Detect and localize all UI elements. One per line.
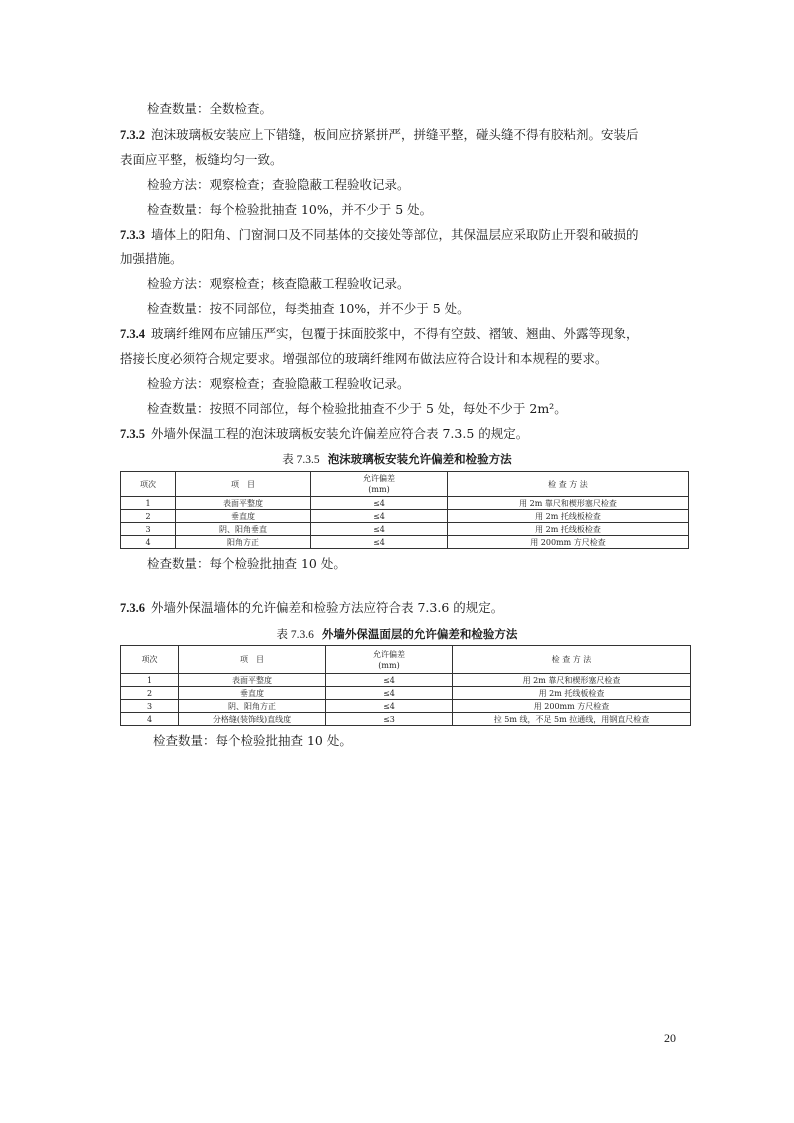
cell-method: 用 2m 靠尺和楔形塞尺检查 [453,674,691,687]
inspection-qty-text: 检查数量：按不同部位，每类抽查 10%，并不少于 5 处。 [147,301,470,316]
cell-tolerance: ≤4 [311,523,448,536]
table-caption [0,627,794,642]
cell-method: 用 200mm 方尺检查 [453,700,691,713]
clause-text: 玻璃纤维网布应铺压严实，包覆于抹面胶浆中，不得有空鼓、褶皱、翘曲、外露等现象， [151,326,639,341]
cell-tolerance: ≤4 [326,700,453,713]
page-number: 20 [664,1031,676,1045]
clause-text-continued: 加强措施。 [120,251,183,266]
header-item: 项 目 [176,472,311,497]
cell-item-no: 4 [121,536,176,549]
table-caption-number: 表 7.3.6 [276,629,314,641]
table-header-row [121,472,689,497]
cell-tolerance: ≤4 [326,687,453,700]
cell-item: 表面平整度 [179,674,326,687]
header-method: 检 查 方 法 [448,472,689,497]
cell-item: 垂直度 [179,687,326,700]
inspection-qty-text: 检查数量：按照不同部位，每个检验批抽查不少于 5 处，每处不少于 2m²。 [147,401,567,416]
table-row [121,674,691,687]
clause-text-continued: 表面应平整，板缝均匀一致。 [120,152,283,167]
inspection-qty-text: 检查数量：每个检验批抽查 10%，并不少于 5 处。 [147,202,433,217]
cell-item-no: 4 [121,713,179,726]
cell-tolerance: ≤4 [311,510,448,523]
cell-tolerance: ≤4 [311,497,448,510]
clause-text: 外墙外保温工程的泡沫玻璃板安装允许偏差应符合表 7.3.5 的规定。 [151,426,529,441]
cell-method: 拉 5m 线，不足 5m 拉通线，用钢直尺检查 [453,713,691,726]
header-item-no: 项次 [121,646,179,674]
cell-item: 垂直度 [176,510,311,523]
table-caption [0,452,794,467]
cell-method: 用 2m 靠尺和楔形塞尺检查 [448,497,689,510]
clause-text: 外墙外保温墙体的允许偏差和检验方法应符合表 7.3.6 的规定。 [151,600,504,615]
header-item: 项 目 [179,646,326,674]
inspection-qty-text: 检查数量：每个检验批抽查 10 处。 [153,733,352,748]
table-caption-number: 表 7.3.5 [282,454,320,466]
table-row [121,713,691,726]
inspection-method-text: 检验方法：观察检查；查验隐蔽工程验收记录。 [147,177,410,192]
cell-item-no: 2 [121,510,176,523]
table-row [121,523,689,536]
clause-number: 7.3.5 [120,427,145,441]
header-tolerance [326,646,453,674]
table-row [121,536,689,549]
table-caption-title: 外墙外保温面层的允许偏差和检验方法 [321,627,518,641]
tolerance-table-7-3-5 [120,471,689,549]
clause-number: 7.3.6 [120,601,145,615]
cell-item: 阳角方正 [176,536,311,549]
cell-item: 阴、阳角垂直 [176,523,311,536]
cell-method: 用 2m 托线板检查 [448,510,689,523]
header-tolerance-unit: (mm) [368,485,390,494]
table-row [121,687,691,700]
cell-item-no: 2 [121,687,179,700]
clause-text: 墙体上的阳角、门窗洞口及不同基体的交接处等部位，其保温层应采取防止开裂和破损的 [151,227,639,242]
cell-method: 用 2m 托线板检查 [448,523,689,536]
clause-text: 泡沫玻璃板安装应上下错缝，板间应挤紧拼严，拼缝平整，碰头缝不得有胶粘剂。安装后 [151,127,639,142]
clause-7-3-2 [120,127,680,143]
cell-method: 用 200mm 方尺检查 [448,536,689,549]
inspection-qty-text: 检查数量：全数检查。 [147,101,273,116]
cell-item-no: 3 [121,523,176,536]
table-row [121,510,689,523]
clause-7-3-4 [120,326,680,342]
table-header-row [121,646,691,674]
cell-item-no: 1 [121,674,179,687]
clause-number: 7.3.3 [120,228,145,242]
clause-number: 7.3.2 [120,128,145,142]
clause-7-3-3 [120,227,680,243]
inspection-method-text: 检验方法：观察检查；查验隐蔽工程验收记录。 [147,376,410,391]
cell-tolerance: ≤3 [326,713,453,726]
inspection-method-text: 检验方法：观察检查；核查隐蔽工程验收记录。 [147,276,410,291]
cell-item: 分格缝(装饰线)直线度 [179,713,326,726]
clause-7-3-5 [120,426,680,442]
header-tolerance-unit: (mm) [378,660,400,670]
header-item-no: 项次 [121,472,176,497]
header-tolerance-label: 允许偏差 [373,649,405,659]
tolerance-table-7-3-6 [120,645,691,726]
clause-number: 7.3.4 [120,327,145,341]
clause-7-3-6 [120,600,680,616]
inspection-qty-text: 检查数量：每个检验批抽查 10 处。 [147,556,346,571]
cell-item-no: 1 [121,497,176,510]
header-tolerance [311,472,448,497]
cell-item: 阴、阳角方正 [179,700,326,713]
cell-method: 用 2m 托线板检查 [453,687,691,700]
table-caption-title: 泡沫玻璃板安装允许偏差和检验方法 [327,452,512,466]
header-method: 检 查 方 法 [453,646,691,674]
cell-item-no: 3 [121,700,179,713]
header-tolerance-label: 允许偏差 [363,474,395,483]
clause-text-continued: 搭接长度必须符合规定要求。增强部位的玻璃纤维网布做法应符合设计和本规程的要求。 [120,351,608,366]
cell-item: 表面平整度 [176,497,311,510]
table-row [121,497,689,510]
table-row [121,700,691,713]
cell-tolerance: ≤4 [311,536,448,549]
cell-tolerance: ≤4 [326,674,453,687]
